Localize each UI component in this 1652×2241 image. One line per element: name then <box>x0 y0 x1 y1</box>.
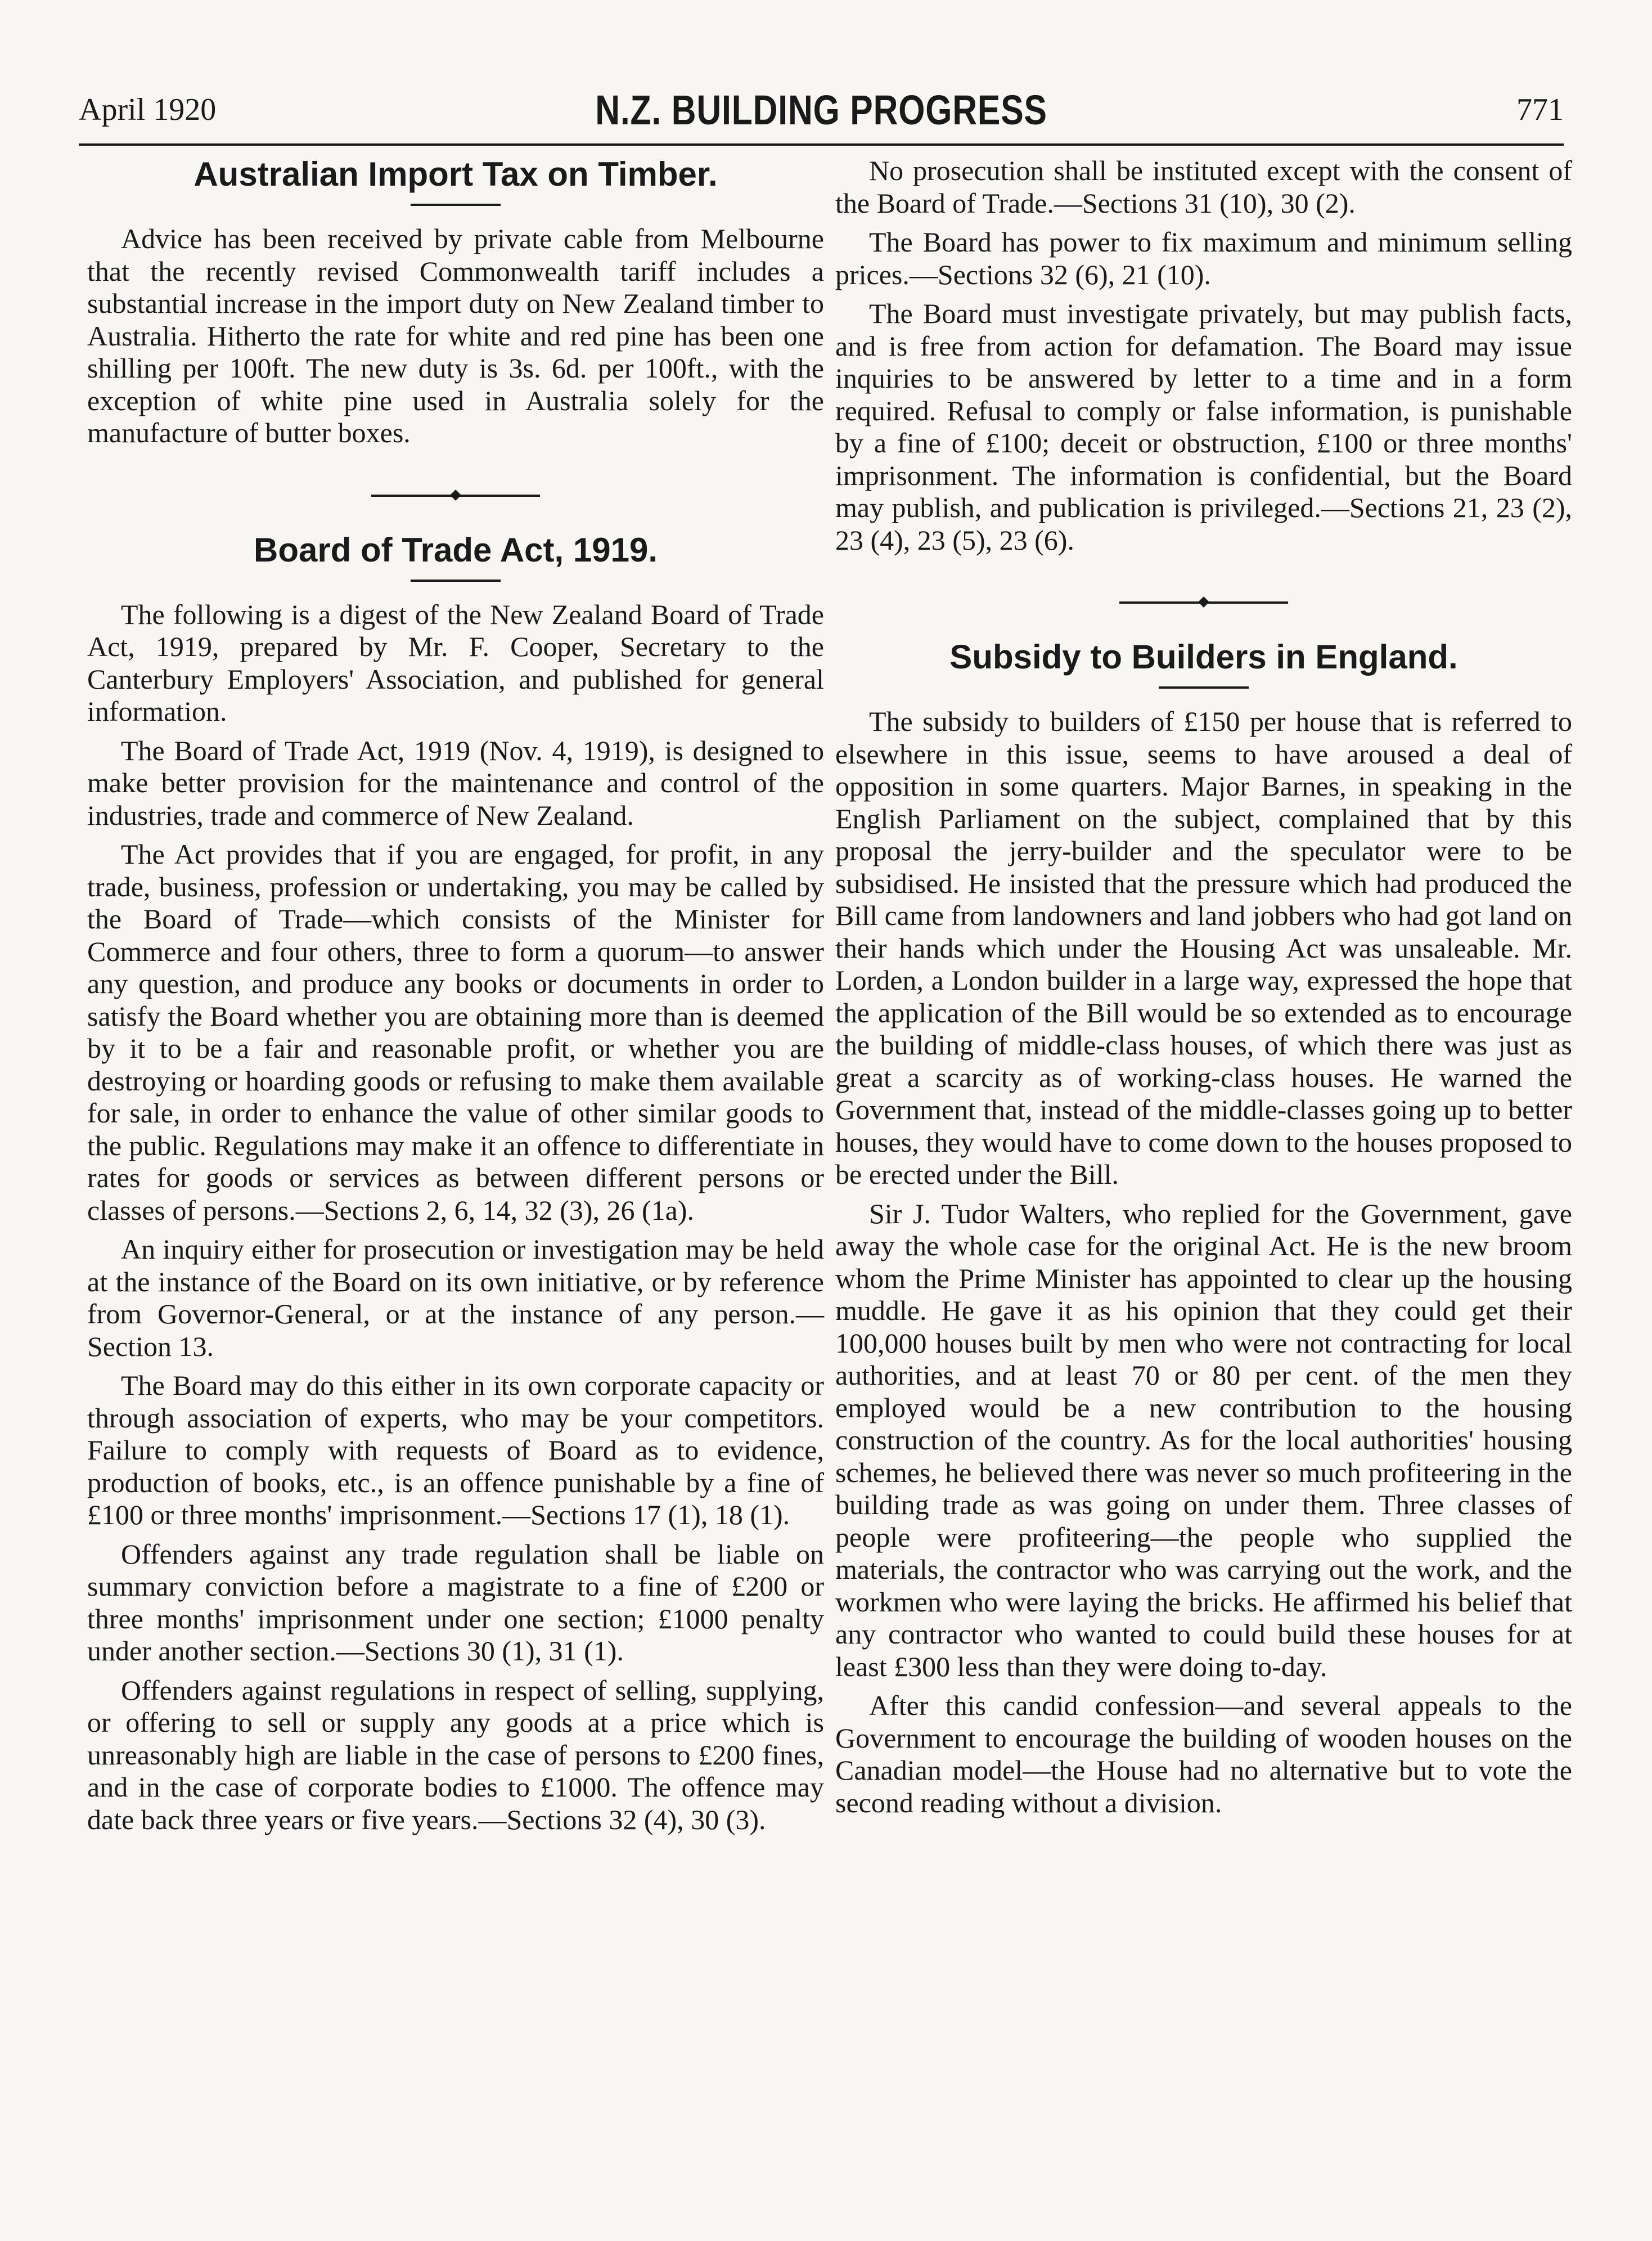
article-paragraph: The following is a digest of the New Zealand Board of Trade Act, 1919, prepared by Mr. F. Cooper, Secretary to the Canterbury Employers' Association, and published for general information. <box>87 598 824 727</box>
article-heading: Board of Trade Act, 1919. <box>253 531 658 569</box>
article-paragraph: The Board may do this either in its own corporate capacity or through association of experts, who may be your competitors. Failure to comply with requests of Board as to evidence, production of books, etc., is an offence punishable by a fine of £100 or three months' imprisonment.—Sections 17 (1), 18 (1). <box>87 1369 824 1530</box>
issue-date: April 1920 <box>79 92 217 127</box>
article-board-of-trade-act-continued <box>835 155 1572 556</box>
article-paragraph: The Board must investigate privately, but may publish facts, and is free from action for defamation. The Board may issue inquiries to be answered by letter to a time and in a form required. Refusal to comply or false information, is punishable by a fine of £100; deceit or obstruction, £100 or three months' imprisonment. The information is confidential, but the Board may publish, and publication is privileged.—Sections 21, 23 (2), 23 (4), 23 (5), 23 (6). <box>835 298 1572 556</box>
article-heading: Subsidy to Builders in England. <box>949 638 1458 676</box>
publication-title: N.Z. BUILDING PROGRESS <box>595 87 1047 133</box>
divider-diamond-icon <box>1198 596 1209 608</box>
page-header <box>79 82 1564 146</box>
article-heading: Australian Import Tax on Timber. <box>193 155 718 193</box>
article-subsidy-to-builders <box>835 637 1572 1819</box>
divider-diamond-icon <box>450 489 461 501</box>
heading-underline <box>1159 686 1249 689</box>
heading-underline <box>411 580 501 582</box>
article-paragraph: Sir J. Tudor Walters, who replied for the Government, gave away the whole case for the original Act. He is the new broom whom the Prime Minister has appointed to clear up the housing muddle. He gave it as his opinion that they could get their 100,000 houses built by men who were not contracting for local authorities, and at least 70 or 80 per cent. of the men they employed would be a new contribution to the housing construction of the country. As for the local authorities' housing schemes, he believed there was never so much profiteering in the building trade as was going on under them. Three classes of people were profiteering—the people who supplied the materials, the contractor who was carrying out the work, and the workmen who were laying the bricks. He affirmed his belief that any contractor who wanted to could build these houses for at least £300 less than they were doing to-day. <box>835 1197 1572 1682</box>
article-paragraph: The subsidy to builders of £150 per house that is referred to elsewhere in this issue, seems to have aroused a deal of opposition in some quarters. Major Barnes, in speaking in the English Parliament on the subject, complained that by this proposal the jerry-builder and the speculator were to be subsidised. He insisted that the pressure which had produced the Bill came from landowners and land jobbers who had got land on their hands which under the Housing Act was unsaleable. Mr. Lorden, a London builder in a large way, expressed the hope that the application of the Bill would be so extended as to encourage the building of middle-class houses, of which there was just as great a scarcity as of working-class houses. He warned the Government that, instead of the middle-classes going up to better houses, they would have to come down to the houses proposed to be erected under the Bill. <box>835 706 1572 1190</box>
article-paragraph: Offenders against any trade regulation shall be liable on summary conviction before a magistrate to a fine of £200 or three months' imprisonment under one section; £1000 penalty under another section.—Sections 30 (1), 31 (1). <box>87 1538 824 1667</box>
section-divider <box>1119 591 1288 614</box>
left-column <box>87 155 824 1843</box>
article-paragraph: Advice has been received by private cable from Melbourne that the recently revised Commonwealth tariff includes a substantial increase in the import duty on New Zealand timber to Australia. Hitherto the rate for white and red pine has been one shilling per 100ft. The new duty is 3s. 6d. per 100ft., with the exception of white pine used in Australia solely for the manufacture of butter boxes. <box>87 223 824 448</box>
article-paragraph: The Act provides that if you are engaged, for profit, in any trade, business, profession or undertaking, you may be called by the Board of Trade—which consists of the Minister for Commerce and four others, three to form a quorum—to answer any question, and produce any books or documents in order to satisfy the Board whether you are obtaining more than is deemed by it to be a fair and reasonable profit, or whether you are destroying or hoarding goods or refusing to make them available for sale, in order to enhance the value of other similar goods to the public. Regulations may make it an offence to differentiate in rates for goods or services as between different persons or classes of persons.—Sections 2, 6, 14, 32 (3), 26 (1a). <box>87 838 824 1226</box>
article-board-of-trade-act <box>87 531 824 1836</box>
heading-underline <box>411 204 501 206</box>
article-australian-import-tax <box>87 155 824 450</box>
article-paragraph: The Board of Trade Act, 1919 (Nov. 4, 1919), is designed to make better provision for the maintenance and control of the industries, trade and commerce of New Zealand. <box>87 734 824 831</box>
article-paragraph: An inquiry either for prosecution or investigation may be held at the instance of the Board on its own initiative, or by reference from Governor-General, or at the instance of any person.—Section 13. <box>87 1233 824 1362</box>
article-paragraph: Offenders against regulations in respect of selling, supplying, or offering to sell or supply any goods at a price which is unreasonably high are liable in the case of persons to £200 fines, and in the case of corporate bodies to £1000. The offence may date back three years or five years.—Sections 32 (4), 30 (3). <box>87 1674 824 1835</box>
article-paragraph: The Board has power to fix maximum and minimum selling prices.—Sections 32 (6), 21 (10). <box>835 226 1572 290</box>
article-paragraph: After this candid confession—and several appeals to the Government to encourage the building of wooden houses on the Canadian model—the House had no alternative but to vote the second reading without a division. <box>835 1690 1572 1818</box>
section-divider <box>371 484 540 507</box>
article-paragraph: No prosecution shall be instituted except with the consent of the Board of Trade.—Sections 31 (10), 30 (2). <box>835 155 1572 219</box>
page-number: 771 <box>1516 92 1564 127</box>
right-column <box>835 155 1572 1826</box>
